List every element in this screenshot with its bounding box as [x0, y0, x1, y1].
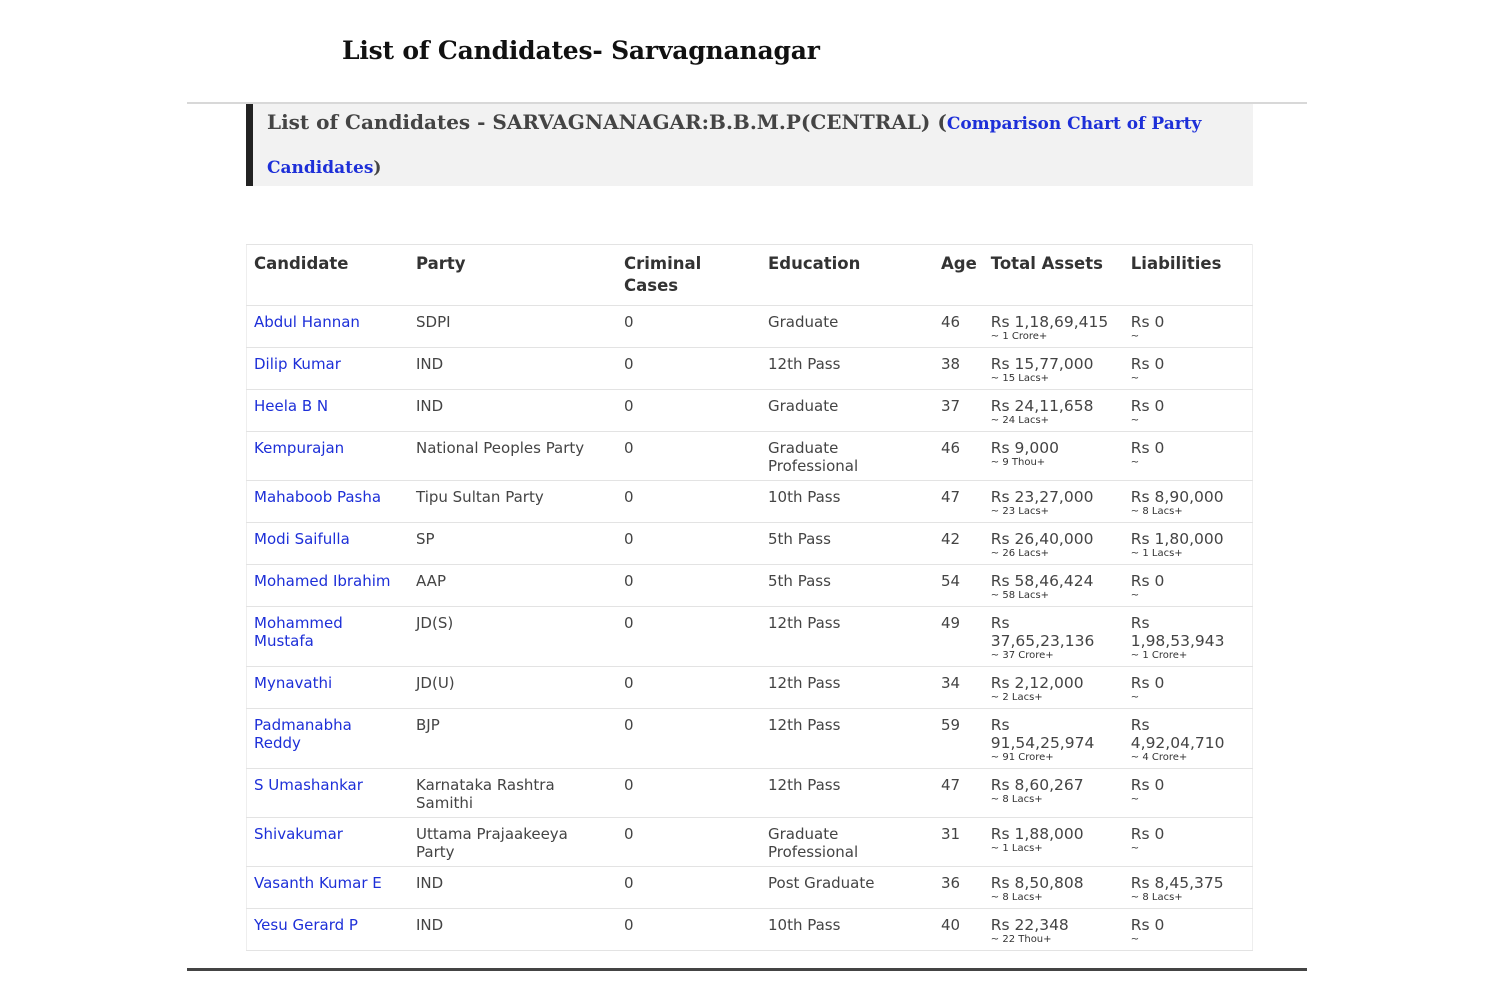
- section-heading-line2: [267, 154, 1239, 182]
- liabilities-amount: Rs 8,90,000: [1130, 488, 1224, 506]
- cell-criminal-cases: 0: [617, 481, 761, 523]
- assets-approx: ~ 91 Crore+: [990, 752, 1054, 763]
- liabilities-approx: ~: [1130, 415, 1140, 426]
- cell-criminal-cases: 0: [617, 909, 761, 951]
- cell-age: 46: [934, 432, 984, 481]
- cell-age: 37: [934, 390, 984, 432]
- table-row: [247, 348, 1253, 390]
- cell-candidate: [247, 818, 410, 867]
- cell-liabilities: [1124, 709, 1253, 769]
- cell-age: 54: [934, 565, 984, 607]
- cell-candidate: [247, 867, 410, 909]
- cell-age: 46: [934, 306, 984, 348]
- cell-party: Karnataka Rashtra Samithi: [409, 769, 617, 818]
- candidate-link[interactable]: Mohamed Ibrahim: [254, 572, 391, 590]
- cell-candidate: [247, 909, 410, 951]
- assets-approx: ~ 9 Thou+: [990, 457, 1046, 468]
- assets-amount: Rs 8,50,808: [990, 874, 1084, 892]
- cell-liabilities: [1124, 769, 1253, 818]
- cell-total-assets: [984, 306, 1124, 348]
- liabilities-amount: Rs 1,98,53,943: [1130, 614, 1225, 650]
- liabilities-approx: ~ 8 Lacs+: [1130, 506, 1183, 517]
- section-heading-text: List of Candidates - SARVAGNANAGAR:B.B.M.P(CENTRAL) (: [267, 110, 947, 134]
- cell-candidate: [247, 306, 410, 348]
- cell-party: Uttama Prajaakeeya Party: [409, 818, 617, 867]
- cell-criminal-cases: 0: [617, 432, 761, 481]
- header-party: Party: [409, 245, 617, 306]
- cell-candidate: [247, 607, 410, 667]
- cell-candidate: [247, 348, 410, 390]
- liabilities-approx: ~: [1130, 794, 1140, 805]
- liabilities-approx: ~: [1130, 373, 1140, 384]
- assets-approx: ~ 8 Lacs+: [990, 892, 1043, 903]
- page-title: List of Candidates- Sarvagnanagar: [342, 36, 820, 65]
- liabilities-approx: ~: [1130, 692, 1140, 703]
- cell-education: Post Graduate: [761, 867, 934, 909]
- candidate-link[interactable]: S Umashankar: [254, 776, 363, 794]
- liabilities-approx: ~: [1130, 331, 1140, 342]
- header-criminal-cases: Criminal Cases: [617, 245, 761, 306]
- table-row: [247, 769, 1253, 818]
- cell-education: 5th Pass: [761, 565, 934, 607]
- cell-candidate: [247, 523, 410, 565]
- comparison-chart-link-cont[interactable]: Candidates: [267, 158, 374, 178]
- cell-liabilities: [1124, 306, 1253, 348]
- liabilities-approx: ~: [1130, 843, 1140, 854]
- cell-education: Graduate Professional: [761, 818, 934, 867]
- cell-total-assets: [984, 818, 1124, 867]
- candidate-link[interactable]: Dilip Kumar: [254, 355, 341, 373]
- candidate-link[interactable]: Padmanabha Reddy: [254, 716, 352, 752]
- table-row: [247, 867, 1253, 909]
- cell-liabilities: [1124, 667, 1253, 709]
- bottom-divider: [187, 968, 1307, 971]
- cell-education: 12th Pass: [761, 709, 934, 769]
- cell-liabilities: [1124, 523, 1253, 565]
- cell-education: 5th Pass: [761, 523, 934, 565]
- cell-party: Tipu Sultan Party: [409, 481, 617, 523]
- assets-amount: Rs 58,46,424: [990, 572, 1094, 590]
- liabilities-amount: Rs 0: [1130, 916, 1165, 934]
- candidate-link[interactable]: Shivakumar: [254, 825, 343, 843]
- cell-total-assets: [984, 769, 1124, 818]
- table-row: [247, 565, 1253, 607]
- cell-liabilities: [1124, 348, 1253, 390]
- cell-criminal-cases: 0: [617, 390, 761, 432]
- assets-amount: Rs 8,60,267: [990, 776, 1084, 794]
- cell-total-assets: [984, 348, 1124, 390]
- section-header: [246, 104, 1253, 186]
- cell-candidate: [247, 390, 410, 432]
- assets-approx: ~ 15 Lacs+: [990, 373, 1050, 384]
- cell-criminal-cases: 0: [617, 709, 761, 769]
- table-row: [247, 390, 1253, 432]
- cell-total-assets: [984, 909, 1124, 951]
- cell-criminal-cases: 0: [617, 818, 761, 867]
- cell-age: 38: [934, 348, 984, 390]
- cell-total-assets: [984, 667, 1124, 709]
- table-row: [247, 667, 1253, 709]
- cell-party: IND: [409, 909, 617, 951]
- liabilities-amount: Rs 0: [1130, 313, 1165, 331]
- liabilities-approx: ~ 4 Crore+: [1130, 752, 1188, 763]
- comparison-chart-link[interactable]: Comparison Chart of Party: [946, 114, 1202, 134]
- cell-candidate: [247, 432, 410, 481]
- assets-approx: ~ 1 Crore+: [990, 331, 1048, 342]
- cell-education: 10th Pass: [761, 481, 934, 523]
- table-row: [247, 909, 1253, 951]
- cell-candidate: [247, 481, 410, 523]
- cell-liabilities: [1124, 909, 1253, 951]
- cell-total-assets: [984, 709, 1124, 769]
- assets-approx: ~ 1 Lacs+: [990, 843, 1043, 854]
- cell-party: IND: [409, 867, 617, 909]
- assets-amount: Rs 24,11,658: [990, 397, 1094, 415]
- assets-approx: ~ 58 Lacs+: [990, 590, 1050, 601]
- cell-criminal-cases: 0: [617, 523, 761, 565]
- cell-criminal-cases: 0: [617, 769, 761, 818]
- candidate-link[interactable]: Mahaboob Pasha: [254, 488, 382, 506]
- cell-party: IND: [409, 348, 617, 390]
- assets-approx: ~ 22 Thou+: [990, 934, 1052, 945]
- candidate-link[interactable]: Heela B N: [254, 397, 329, 415]
- assets-amount: Rs 1,18,69,415: [990, 313, 1109, 331]
- candidate-link[interactable]: Abdul Hannan: [254, 313, 360, 331]
- cell-liabilities: [1124, 481, 1253, 523]
- liabilities-amount: Rs 0: [1130, 355, 1165, 373]
- liabilities-approx: ~ 1 Crore+: [1130, 650, 1188, 661]
- assets-amount: Rs 23,27,000: [990, 488, 1094, 506]
- assets-amount: Rs 2,12,000: [990, 674, 1084, 692]
- candidate-link[interactable]: Mynavathi: [254, 674, 333, 692]
- assets-amount: Rs 1,88,000: [990, 825, 1084, 843]
- header-liabilities: Liabilities: [1124, 245, 1253, 306]
- liabilities-approx: ~: [1130, 457, 1140, 468]
- cell-education: 10th Pass: [761, 909, 934, 951]
- assets-approx: ~ 8 Lacs+: [990, 794, 1043, 805]
- table-row: [247, 709, 1253, 769]
- cell-liabilities: [1124, 565, 1253, 607]
- liabilities-approx: ~ 8 Lacs+: [1130, 892, 1183, 903]
- assets-approx: ~ 26 Lacs+: [990, 548, 1050, 559]
- cell-age: 36: [934, 867, 984, 909]
- liabilities-approx: ~: [1130, 934, 1140, 945]
- cell-candidate: [247, 565, 410, 607]
- assets-approx: ~ 2 Lacs+: [990, 692, 1043, 703]
- cell-candidate: [247, 667, 410, 709]
- cell-education: Graduate: [761, 306, 934, 348]
- header-total-assets: Total Assets: [984, 245, 1124, 306]
- liabilities-approx: ~: [1130, 590, 1140, 601]
- cell-total-assets: [984, 481, 1124, 523]
- cell-liabilities: [1124, 867, 1253, 909]
- cell-education: 12th Pass: [761, 348, 934, 390]
- assets-approx: ~ 24 Lacs+: [990, 415, 1050, 426]
- assets-approx: ~ 37 Crore+: [990, 650, 1054, 661]
- liabilities-amount: Rs 0: [1130, 776, 1165, 794]
- liabilities-amount: Rs 0: [1130, 674, 1165, 692]
- cell-party: National Peoples Party: [409, 432, 617, 481]
- cell-total-assets: [984, 867, 1124, 909]
- cell-party: SP: [409, 523, 617, 565]
- candidate-link[interactable]: Vasanth Kumar E: [254, 874, 382, 892]
- assets-amount: Rs 26,40,000: [990, 530, 1094, 548]
- candidate-link[interactable]: Kempurajan: [254, 439, 345, 457]
- cell-liabilities: [1124, 432, 1253, 481]
- cell-criminal-cases: 0: [617, 348, 761, 390]
- assets-amount: Rs 15,77,000: [990, 355, 1094, 373]
- cell-education: 12th Pass: [761, 769, 934, 818]
- cell-total-assets: [984, 523, 1124, 565]
- liabilities-amount: Rs 0: [1130, 439, 1165, 457]
- cell-party: IND: [409, 390, 617, 432]
- assets-approx: ~ 23 Lacs+: [990, 506, 1050, 517]
- cell-education: 12th Pass: [761, 667, 934, 709]
- cell-age: 40: [934, 909, 984, 951]
- candidate-link[interactable]: Yesu Gerard P: [254, 916, 358, 934]
- cell-liabilities: [1124, 390, 1253, 432]
- liabilities-amount: Rs 8,45,375: [1130, 874, 1224, 892]
- candidates-table: [246, 244, 1253, 951]
- table-row: [247, 432, 1253, 481]
- table-row: [247, 481, 1253, 523]
- liabilities-amount: Rs 4,92,04,710: [1130, 716, 1225, 752]
- section-heading: [267, 108, 1239, 138]
- table-row: [247, 523, 1253, 565]
- cell-age: 47: [934, 769, 984, 818]
- cell-education: Graduate Professional: [761, 432, 934, 481]
- cell-age: 47: [934, 481, 984, 523]
- table-row: [247, 306, 1253, 348]
- cell-education: 12th Pass: [761, 607, 934, 667]
- cell-party: SDPI: [409, 306, 617, 348]
- cell-party: JD(U): [409, 667, 617, 709]
- table-row: [247, 818, 1253, 867]
- header-education: Education: [761, 245, 934, 306]
- assets-amount: Rs 9,000: [990, 439, 1059, 457]
- cell-age: 31: [934, 818, 984, 867]
- header-candidate: Candidate: [247, 245, 410, 306]
- cell-education: Graduate: [761, 390, 934, 432]
- cell-criminal-cases: 0: [617, 306, 761, 348]
- cell-liabilities: [1124, 818, 1253, 867]
- cell-candidate: [247, 769, 410, 818]
- cell-age: 49: [934, 607, 984, 667]
- section-heading-close: ): [373, 158, 382, 178]
- cell-party: AAP: [409, 565, 617, 607]
- liabilities-amount: Rs 0: [1130, 825, 1165, 843]
- liabilities-approx: ~ 1 Lacs+: [1130, 548, 1183, 559]
- cell-age: 42: [934, 523, 984, 565]
- cell-party: JD(S): [409, 607, 617, 667]
- candidate-link[interactable]: Mohammed Mustafa: [254, 614, 343, 650]
- table-body: [247, 306, 1253, 951]
- cell-liabilities: [1124, 607, 1253, 667]
- liabilities-amount: Rs 0: [1130, 397, 1165, 415]
- liabilities-amount: Rs 0: [1130, 572, 1165, 590]
- table-row: [247, 607, 1253, 667]
- assets-amount: Rs 22,348: [990, 916, 1069, 934]
- cell-criminal-cases: 0: [617, 867, 761, 909]
- header-age: Age: [934, 245, 984, 306]
- cell-total-assets: [984, 390, 1124, 432]
- cell-candidate: [247, 709, 410, 769]
- cell-age: 59: [934, 709, 984, 769]
- cell-criminal-cases: 0: [617, 667, 761, 709]
- liabilities-amount: Rs 1,80,000: [1130, 530, 1224, 548]
- cell-total-assets: [984, 607, 1124, 667]
- cell-criminal-cases: 0: [617, 607, 761, 667]
- assets-amount: Rs 37,65,23,136: [990, 614, 1095, 650]
- cell-party: BJP: [409, 709, 617, 769]
- candidate-link[interactable]: Modi Saifulla: [254, 530, 350, 548]
- cell-age: 34: [934, 667, 984, 709]
- cell-total-assets: [984, 565, 1124, 607]
- assets-amount: Rs 91,54,25,974: [990, 716, 1095, 752]
- table-header-row: [247, 245, 1253, 306]
- cell-criminal-cases: 0: [617, 565, 761, 607]
- cell-total-assets: [984, 432, 1124, 481]
